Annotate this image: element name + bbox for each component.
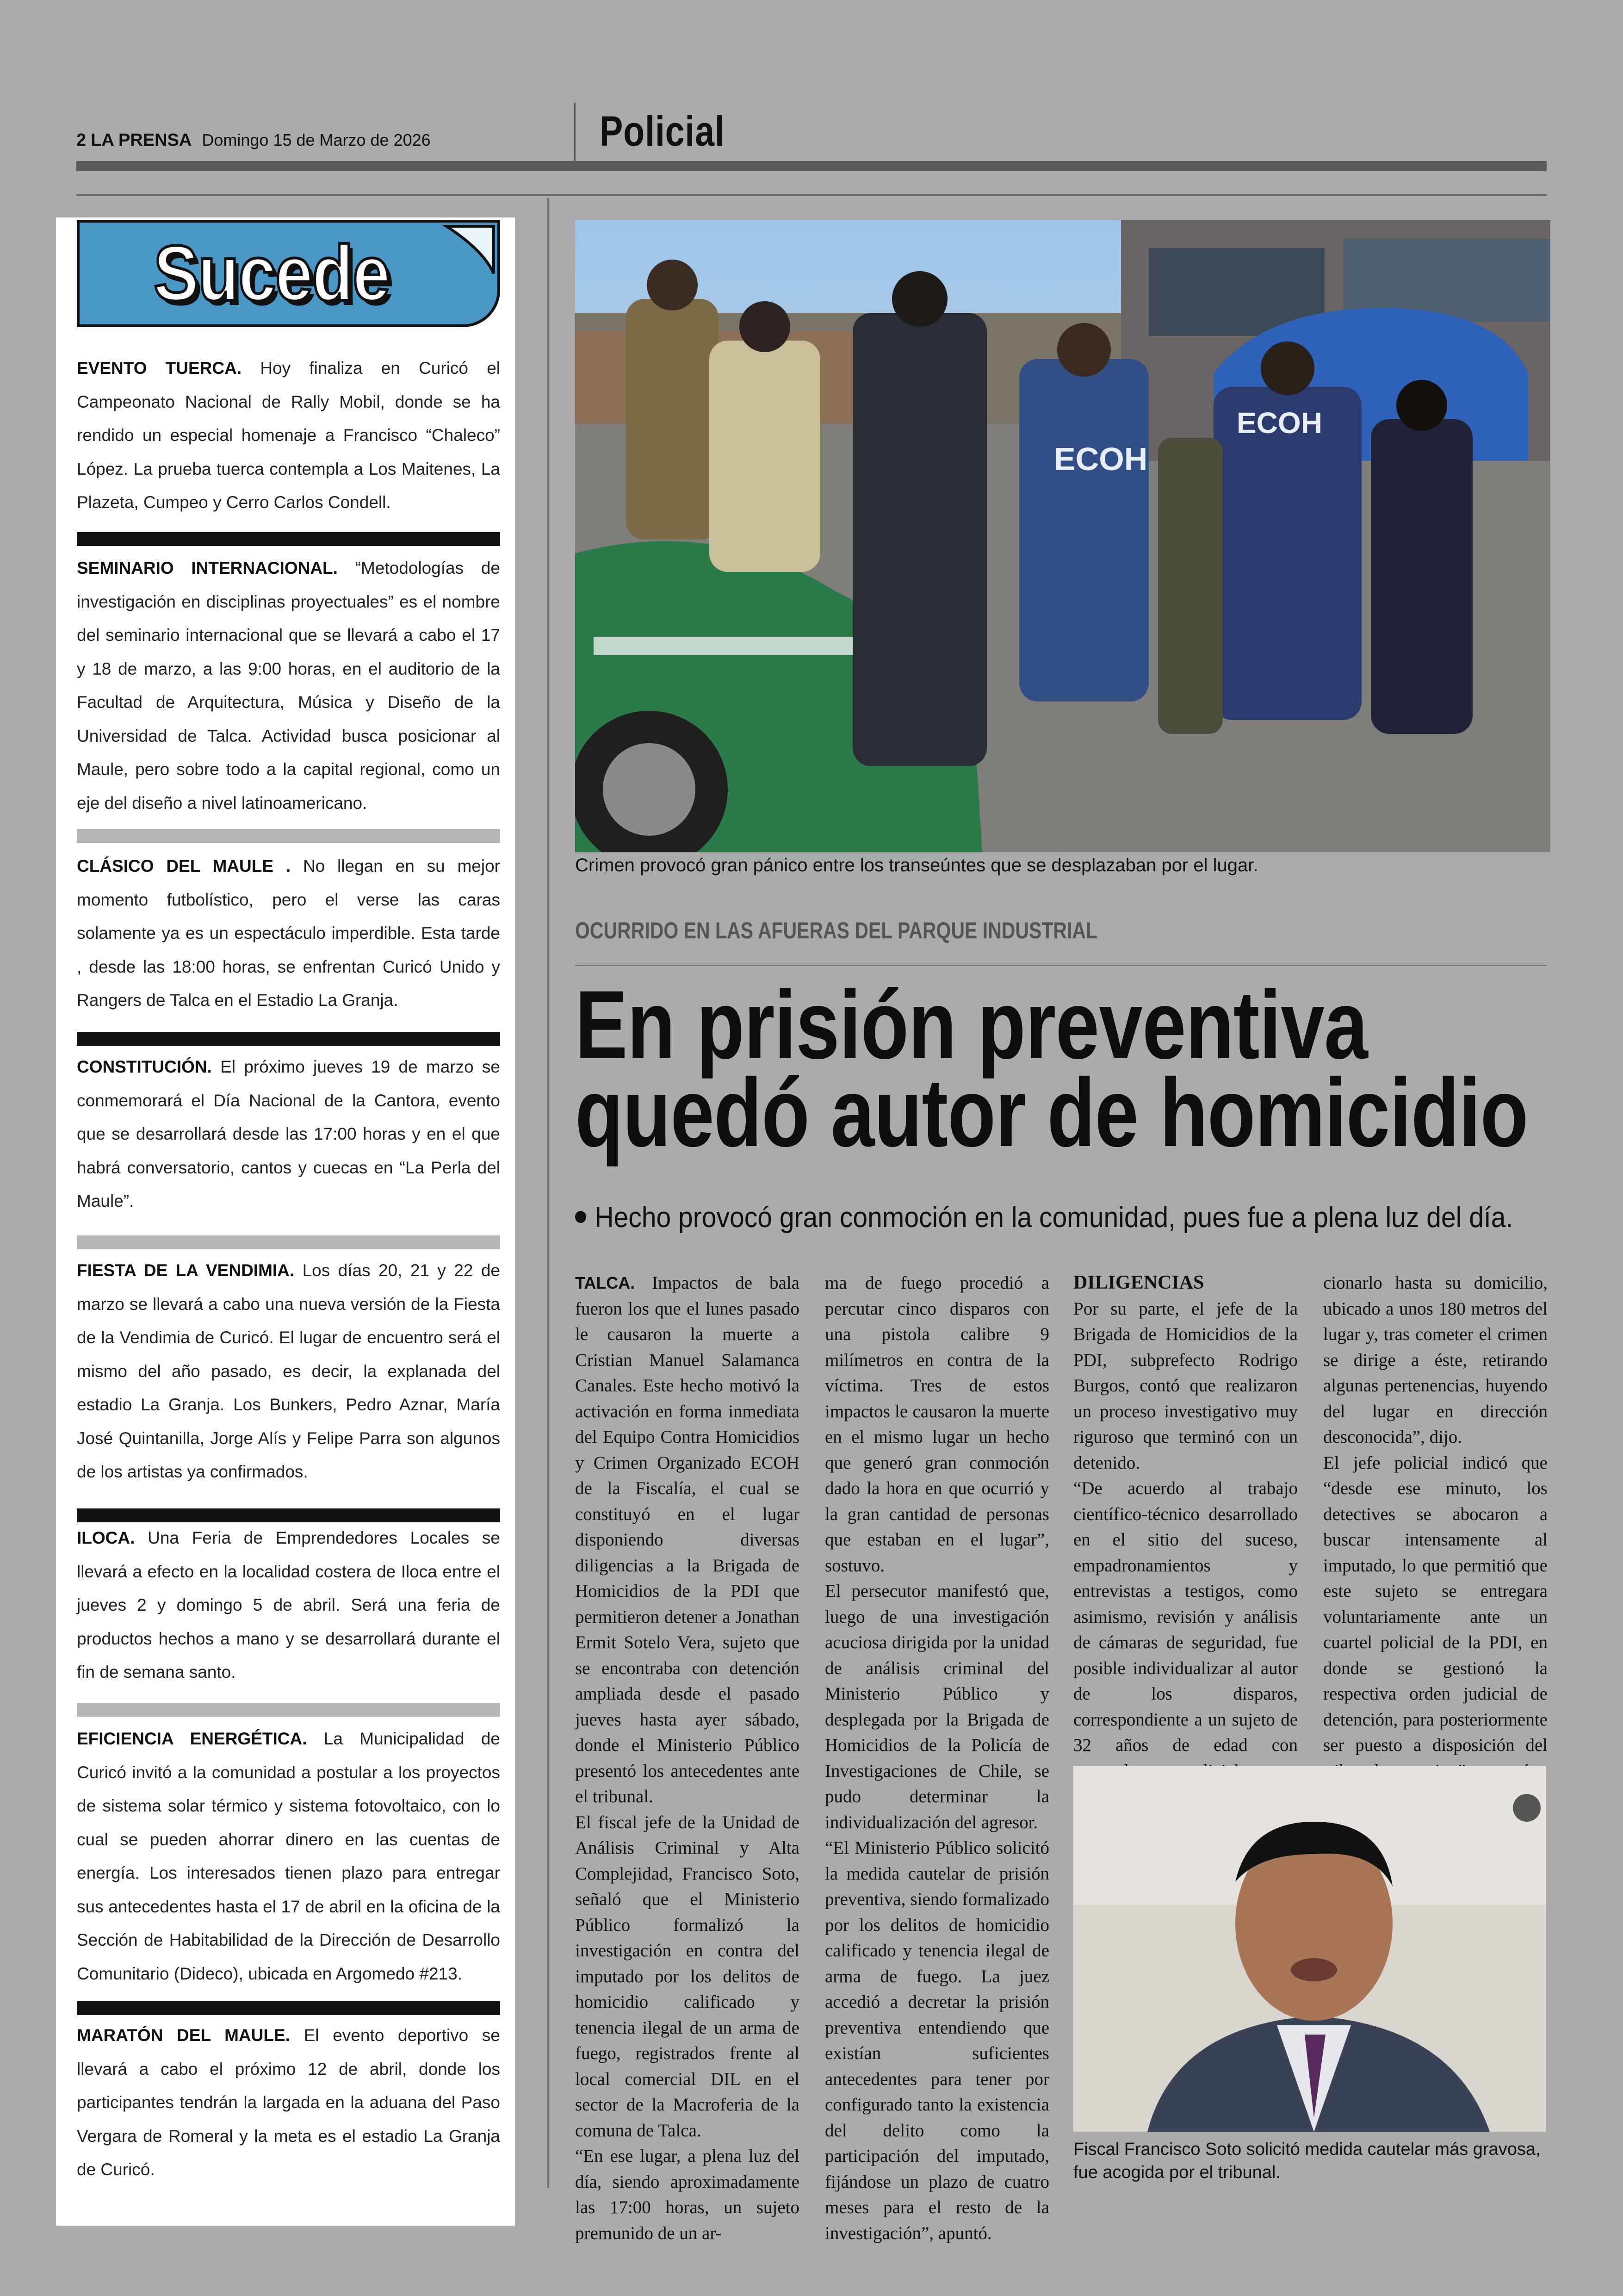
sidebar-item-text: Una Feria de Emprendedores Locales se llevará a efecto en la localidad costera de Iloca entre el jueves 2 y domingo 5 de abril. Será una feria de productos hechos a mano y se desarrollará durante el fin de semana santo. bbox=[77, 1528, 500, 1682]
photo-caption: Fiscal Francisco Soto solicitó medida cautelar más gravosa, fue acogida por el tribunal. bbox=[1073, 2140, 1541, 2182]
sidebar-separator bbox=[77, 2001, 500, 2015]
sidebar-item bbox=[77, 2019, 500, 2187]
sidebar-item-text: “Metodologías de investigación en disciplinas proyectuales” es el nombre del seminario internacional que se llevará a cabo el 17 y 18 de marzo, a las 9:00 horas, en el auditorio de la Facultad de Arquitectura, Música y Diseño de la Universidad de Talca. Actividad busca posicionar al Maule, pero sobre todo a la capital regional, como un eje del diseño a nivel latinoamericano. bbox=[77, 558, 500, 813]
paragraph: ma de fuego procedió a percutar cinco disparos con una pistola calibre 9 milímetros en contra de la víctima. Tres de estos impactos le causaron la muerte en el mismo lugar un hecho que generó gran conmoción dado la hora en que ocurrió y la gran cantidad de personas que estaban en el lugar”, sostuvo. bbox=[825, 1273, 1049, 1576]
sidebar-item bbox=[77, 1722, 500, 1991]
sidebar-item bbox=[77, 1050, 500, 1218]
sidebar-item bbox=[77, 1521, 500, 1689]
page-curl-icon bbox=[437, 223, 497, 283]
prosecutor-photo bbox=[1073, 1766, 1546, 2132]
column-divider bbox=[547, 198, 549, 2188]
sidebar-item-text: La Municipalidad de Curicó invitó a la comunidad a postular a los proyectos de sistema solar térmico y sistema fotovoltaico, con lo cual se pueden ahorrar dinero en las cuentas de energía. Los interesados tienen plazo para entregar sus antecedentes hasta el 17 de abril en la oficina de la Sección de Habitabilidad de la Dirección de Desarrollo Comunitario (Dideco), ubicada en Argomedo #213. bbox=[77, 1729, 500, 1983]
header-divider bbox=[574, 103, 576, 163]
header-rule bbox=[76, 161, 1547, 171]
sidebar-item-head: MARATÓN DEL MAULE. bbox=[77, 2026, 290, 2045]
article-column-2 bbox=[825, 1270, 1049, 2246]
bullet-icon bbox=[575, 1211, 586, 1223]
sidebar-item-text: Hoy finaliza en Curicó el Campeonato Nacional de Rally Mobil, donde se ha rendido un especial homenaje a Francisco “Chaleco” López. La prueba tuerca contempla a Los Maitenes, La Plazeta, Cumpeo y Cerro Carlos Condell. bbox=[77, 359, 501, 512]
sidebar-item-text: Los días 20, 21 y 22 de marzo se llevará a cabo una nueva versión de la Fiesta de la Vendimia de Curicó. El lugar de encuentro será el mismo del año pasado, es decir, la explanada del estadio La Granja. Los Bunkers, Pedro Aznar, María José Quintanilla, Jorge Alís y Felipe Parra son algunos de los artistas ya confirmados. bbox=[77, 1261, 501, 1481]
sidebar-separator bbox=[77, 1235, 500, 1249]
kicker-rule bbox=[575, 965, 1547, 966]
paragraph bbox=[575, 1270, 799, 1810]
article-column-3 bbox=[1073, 1270, 1298, 1810]
paragraph: cionarlo hasta su domicilio, ubicado a unos 180 metros del lugar y, tras cometer el crimen se dirige a éste, retirando algunas pertenencias, huyendo del lugar en dirección desconocida”, dijo. bbox=[1323, 1273, 1548, 1447]
sidebar-separator bbox=[77, 532, 500, 546]
column-subtitle: DILIGENCIAS bbox=[1073, 1272, 1204, 1293]
sidebar-item-head: EFICIENCIA ENERGÉTICA. bbox=[77, 1729, 307, 1748]
sidebar-item-text: El evento deportivo se llevará a cabo el próximo 12 de abril, donde los participantes tendrán la largada en la aduana del Paso Vergara de Romeral y la meta es el estadio La Granja de Curicó. bbox=[77, 2026, 500, 2179]
article-subhead bbox=[575, 1201, 1513, 1234]
crime-scene-photo bbox=[575, 220, 1550, 852]
sidebar-item-head: CLÁSICO DEL MAULE . bbox=[77, 856, 291, 875]
article-headline: En prisión preventiva quedó autor de homicidio bbox=[575, 970, 1528, 1167]
prosecutor-illustration bbox=[1073, 1766, 1546, 2132]
sidebar-separator bbox=[77, 1508, 500, 1522]
sidebar-separator bbox=[77, 829, 500, 843]
sidebar-item bbox=[77, 1254, 500, 1489]
sidebar-item-text: El próximo jueves 19 de marzo se conmemorará el Día Nacional de la Cantora, evento que se desarrollará desde las 17:00 horas y en el que habrá conversatorio, cantos y cuecas en “La Perla del Maule”. bbox=[77, 1057, 501, 1210]
sidebar-item-head: FIESTA DE LA VENDIMIA. bbox=[77, 1261, 295, 1280]
sidebar-item bbox=[77, 850, 500, 1018]
sidebar-item-head: EVENTO TUERCA. bbox=[77, 359, 242, 378]
article-column-1 bbox=[575, 1270, 799, 2246]
sucede-sidebar bbox=[56, 217, 515, 2226]
page-header-info bbox=[76, 130, 431, 150]
crime-scene-illustration bbox=[575, 220, 1550, 852]
article-column-4 bbox=[1323, 1270, 1548, 1784]
vest-text-1: ECOH bbox=[1054, 441, 1148, 477]
header-thin-rule bbox=[76, 194, 1547, 196]
sidebar-item-head: CONSTITUCIÓN. bbox=[77, 1057, 212, 1076]
paragraph: El jefe policial indicó que “desde ese minuto, los detectives se abocaron a buscar intensamente al imputado, lo que permitió que este sujeto se entregara voluntariamente ante un cuartel policial de la PDI, en donde se gestionó la respectiva orden judicial de detención, para posteriormente ser puesto a disposición del bbox=[1323, 1452, 1548, 1755]
paragraph: “De acuerdo al trabajo científico-técnico desarrollado en el sitio del suceso, empadronamientos y entrevistas a testigos, como asimismo, revisión y análisis de cámaras de seguridad, fue posible individualizar al autor de los disparos, correspondiente a un sujeto de 32 años de edad con bbox=[1073, 1478, 1298, 1755]
subhead-text: Hecho provocó gran conmoción en la comunidad, pues fue a plena luz del día. bbox=[595, 1202, 1513, 1234]
dateline: TALCA. bbox=[575, 1273, 635, 1292]
paragraph-text: Impactos de bala fueron los que el lunes pasado le causaron la muerte a Cristian Manuel Salamanca Canales. Este hecho motivó la activación en forma inmediata del Equipo Contra Homicidios y Crimen Organizado ECOH de la Fiscalía, el cual se constituyó en el lugar disponiendo diversas diligencias a la Brigada de Homicidios de la PDI que permitieron detener a Jonathan Ermit Sotelo Vera, sujeto que se encontraba con detención ampliada desde el pasado jueves hasta ayer sábado, donde el Ministerio Público presentó los antecedentes ante el tribunal. bbox=[575, 1273, 799, 1806]
issue-date: Domingo 15 de Marzo de 2026 bbox=[202, 130, 431, 149]
sidebar-item-head: ILOCA. bbox=[77, 1528, 135, 1547]
sidebar-separator bbox=[77, 1032, 500, 1046]
sucede-banner bbox=[77, 220, 500, 327]
page-number: 2 bbox=[76, 130, 87, 150]
paragraph: “El Ministerio Público solicitó la medida cautelar de prisión preventiva, siendo formalizado por los delitos de homicidio calificado y tenencia ilegal de arma de fuego. La juez accedió a decretar la prisión preventiva entendiendo que existían suficientes antecedentes para tener por configurado tanto la existencia del delito como la participación del imputado, fijándose un plazo de cuatro meses para el resto de la investigación”, apuntó. bbox=[825, 1838, 1049, 2243]
publication-name: LA PRENSA bbox=[91, 130, 192, 150]
sidebar-item-head: SEMINARIO INTERNACIONAL. bbox=[77, 558, 338, 577]
sidebar-item bbox=[77, 352, 500, 520]
vest-text-2: ECOH bbox=[1237, 406, 1322, 440]
article-kicker: OCURRIDO EN LAS AFUERAS DEL PARQUE INDUSTRIAL bbox=[575, 918, 1098, 943]
paragraph: “En ese lugar, a plena luz del día, siendo aproximadamente las 17:00 horas, un sujeto premunido de un ar- bbox=[575, 2146, 799, 2243]
sucede-title: Sucede bbox=[154, 230, 390, 317]
section-title: Policial bbox=[600, 108, 725, 155]
sidebar-separator bbox=[77, 1703, 500, 1717]
photo-caption: Crimen provocó gran pánico entre los transeúntes que se desplazaban por el lugar. bbox=[575, 855, 1258, 875]
paragraph: El persecutor manifestó que, luego de una investigación acuciosa dirigida por la unidad de análisis criminal del Ministerio Público y desplegada por la Brigada de Homicidios de la Policía de Investigaciones de Chile, se pudo determinar la individualización del agresor. bbox=[825, 1581, 1049, 1832]
sidebar-item bbox=[77, 552, 500, 820]
paragraph: Por su parte, el jefe de la Brigada de Homicidios de la PDI, subprefecto Rodrigo Burgos, contó que realizaron un proceso investigativo muy riguroso que terminó con un detenido. bbox=[1073, 1298, 1298, 1473]
paragraph: El fiscal jefe de la Unidad de Análisis Criminal y Alta Complejidad, Francisco Soto, señaló que el Ministerio Público formalizó la investigación en contra del imputado por los delitos de homicidio calificado y tenencia ilegal de un arma de fuego, registrados frente al local comercial DIL en el sector de la Macroferia de la comuna de Talca. bbox=[575, 1812, 799, 2141]
sidebar-item-text: No llegan en su mejor momento futbolístico, pero el verse las caras solamente ya es un espectáculo imperdible. Esta tarde , desde las 18:00 horas, se enfrentan Curicó Unido y Rangers de Talca en el Estadio La Granja. bbox=[77, 856, 501, 1010]
